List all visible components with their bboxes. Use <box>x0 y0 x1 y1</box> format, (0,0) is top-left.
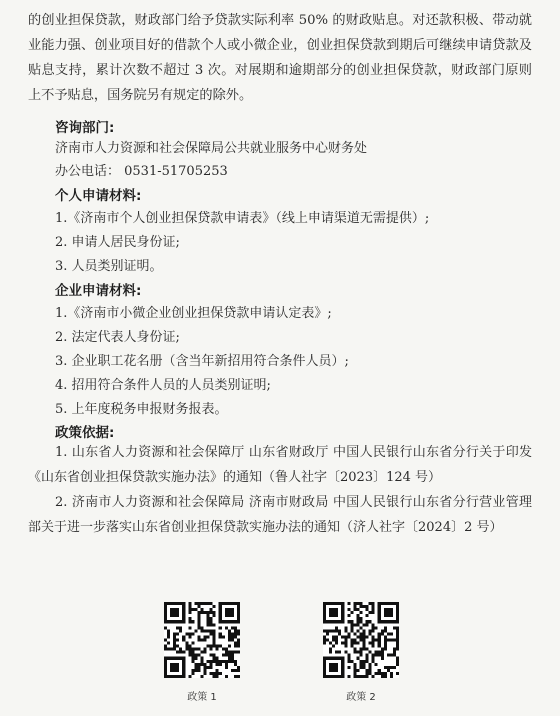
consult-heading: 咨询部门: <box>55 120 115 136</box>
qr-code-policy-2[interactable] <box>323 602 399 678</box>
qr-code-icon <box>323 602 399 678</box>
personal-item-1: 1.《济南市个人创业担保贷款申请表》（线上申请渠道无需提供）; <box>55 211 430 226</box>
consult-department: 济南市人力资源和社会保障局公共就业服务中心财务处 <box>55 141 368 156</box>
personal-item-3: 3. 人员类别证明。 <box>55 259 163 274</box>
enterprise-materials-heading: 企业申请材料: <box>55 283 142 299</box>
qr-code-policy-1[interactable] <box>164 602 240 678</box>
enterprise-item-1: 1.《济南市小微企业创业担保贷款申请认定表》; <box>55 306 332 321</box>
policy-basis-heading: 政策依据: <box>55 425 115 441</box>
policy-item-2: 2. 济南市人力资源和社会保障局 济南市财政局 中国人民银行山东省分行营业管理部关于进一步落实山东省创业担保贷款实施办法的通知（济人社字〔2024〕2 号） <box>28 495 532 535</box>
personal-item-2: 2. 申请人居民身份证; <box>55 235 180 250</box>
policy-item-1: 1. 山东省人力资源和社会保障厅 山东省财政厅 中国人民银行山东省分行关于印发《山东省创业担保贷款实施办法》的通知（鲁人社字〔2023〕124 号） <box>28 445 532 485</box>
qr-code-icon <box>164 602 240 678</box>
enterprise-item-2: 2. 法定代表人身份证; <box>55 330 180 345</box>
enterprise-item-4: 4. 招用符合条件人员的人员类别证明; <box>55 378 271 393</box>
personal-materials-heading: 个人申请材料: <box>55 188 142 204</box>
consult-phone: 办公电话： 0531-51705253 <box>55 164 228 179</box>
intro-paragraph: 的创业担保贷款，财政部门给予贷款实际利率 50% 的财政贴息。对还款积极、带动就业能力强、创业项目好的借款个人或小微企业，创业担保贷款到期后可继续申请贷款及贴息支持，累计次数不超过 3 次。对展期和逾期部分的创业担保贷款，财政部门原则上不予贴息，国务院另有规定的除外。 <box>28 13 532 103</box>
qr-caption-2: 政策 2 <box>346 692 376 703</box>
qr-caption-1: 政策 1 <box>187 692 217 703</box>
enterprise-item-3: 3. 企业职工花名册（含当年新招用符合条件人员）; <box>55 354 349 369</box>
enterprise-item-5: 5. 上年度税务申报财务报表。 <box>55 402 228 417</box>
